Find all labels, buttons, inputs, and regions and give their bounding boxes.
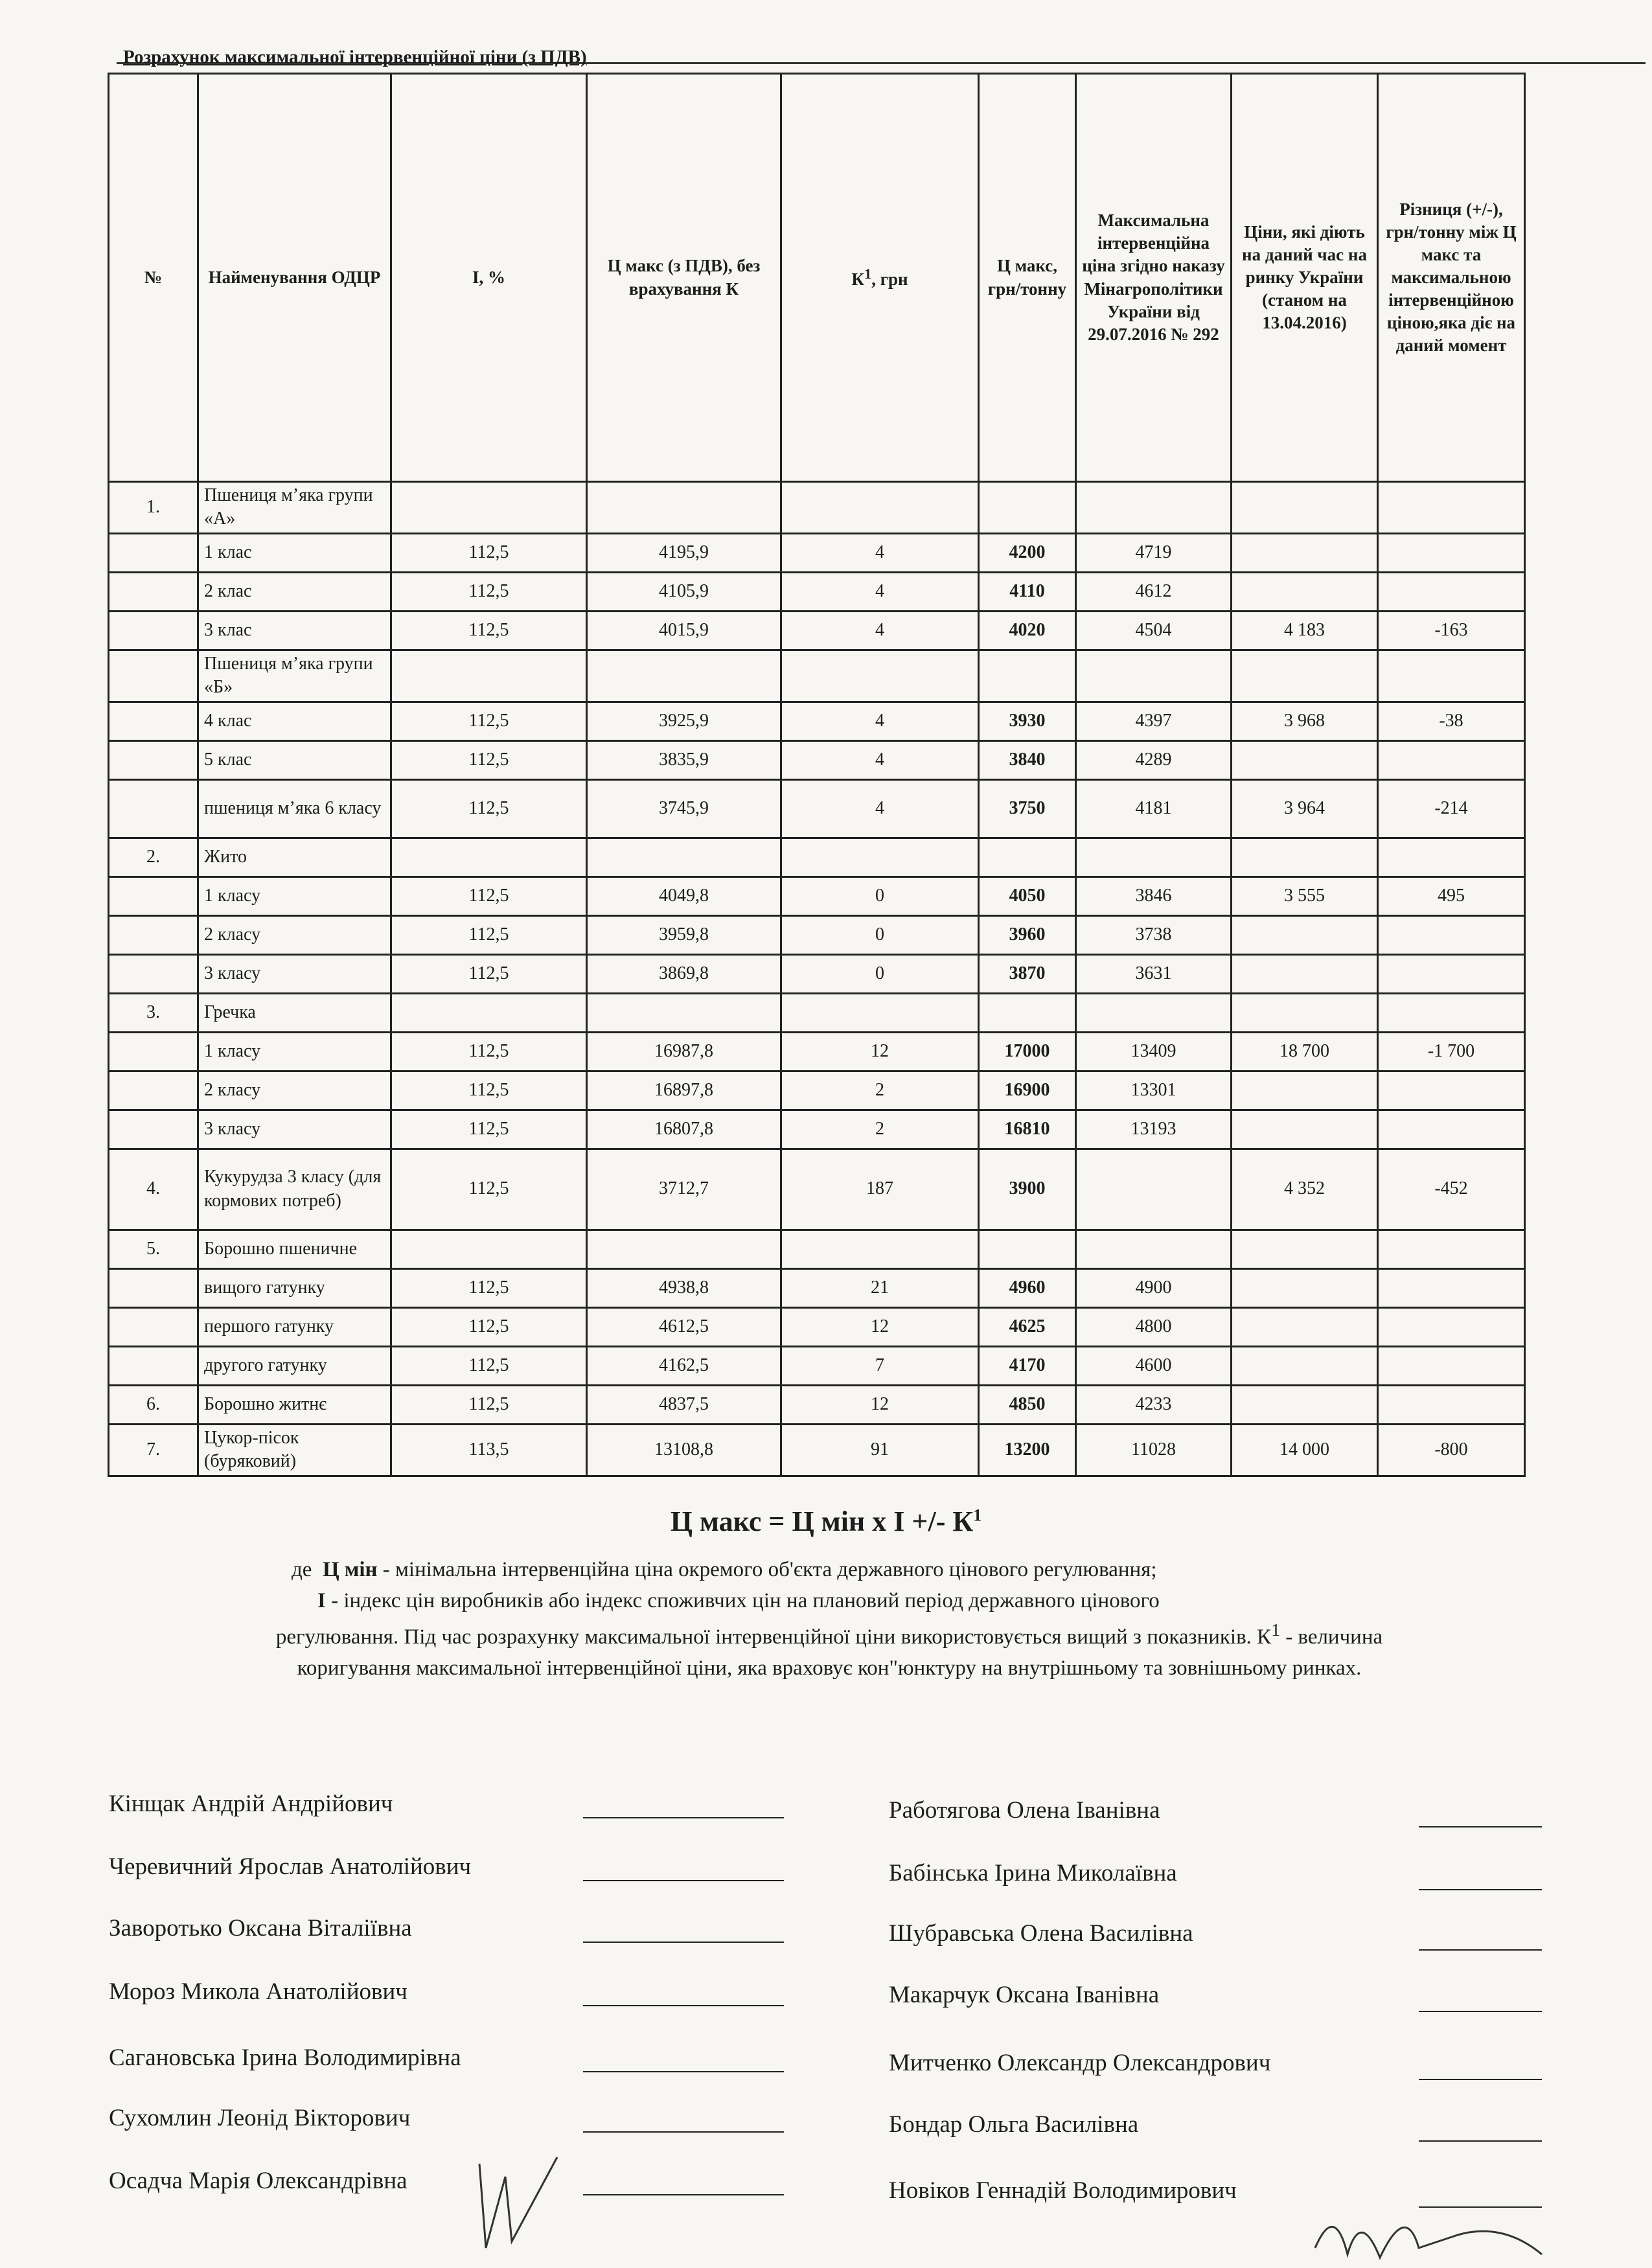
signature-line xyxy=(583,1880,784,1881)
row-market-price xyxy=(1232,1071,1378,1110)
row-cmax: 4625 xyxy=(979,1307,1076,1346)
row-cmax-no-k: 4938,8 xyxy=(587,1268,781,1307)
row-k1: 4 xyxy=(781,572,979,611)
row-cmax: 3750 xyxy=(979,779,1076,838)
row-difference: -452 xyxy=(1378,1149,1525,1230)
signature-line xyxy=(1419,1826,1542,1827)
row-k1: 91 xyxy=(781,1424,979,1476)
header-market-price: Ціни, які діють на даний час на ринку України (станом на 13.04.2016) xyxy=(1232,74,1378,482)
row-k1 xyxy=(781,482,979,534)
signatory-left-name: Сагановська Ірина Володимирівна xyxy=(109,2045,461,2071)
row-cmax: 4020 xyxy=(979,611,1076,650)
signature-line xyxy=(583,1942,784,1943)
row-cmax: 13200 xyxy=(979,1424,1076,1476)
row-cmax-no-k: 4049,8 xyxy=(587,876,781,915)
document-title: Розрахунок максимальної інтервенційної ціни (з ПДВ) xyxy=(123,47,587,67)
row-cmax-no-k: 4195,9 xyxy=(587,533,781,572)
table-row xyxy=(109,572,1525,611)
signatory-right-name: Бондар Ольга Василівна xyxy=(889,2111,1139,2138)
row-market-price: 4 352 xyxy=(1232,1149,1378,1230)
signature-line xyxy=(583,2005,784,2006)
note-line-4: коригування максимальної інтервенційної ціни, яка враховує кон"юнктуру на внутрішньому та зовнішньому ринках. xyxy=(297,1656,1362,1680)
row-index: 112,5 xyxy=(391,740,587,779)
row-number xyxy=(109,533,198,572)
signature-line xyxy=(583,1817,784,1818)
signatory-right-name: Шубравська Олена Василівна xyxy=(889,1920,1193,1947)
row-name: другого гатунку xyxy=(198,1346,391,1385)
table-row xyxy=(109,482,1525,534)
row-max-intervention xyxy=(1076,1149,1232,1230)
row-cmax: 4050 xyxy=(979,876,1076,915)
header-cmax: Ц макс, грн/тонну xyxy=(979,74,1076,482)
row-name: 2 класу xyxy=(198,915,391,954)
row-name: Цукор-пісок (буряковий) xyxy=(198,1424,391,1476)
row-difference xyxy=(1378,993,1525,1032)
row-difference xyxy=(1378,838,1525,876)
row-index: 112,5 xyxy=(391,702,587,740)
row-cmax xyxy=(979,993,1076,1032)
row-market-price xyxy=(1232,1385,1378,1424)
row-cmax-no-k xyxy=(587,482,781,534)
row-number xyxy=(109,876,198,915)
row-max-intervention xyxy=(1076,838,1232,876)
header-index: І, % xyxy=(391,74,587,482)
row-number xyxy=(109,1071,198,1110)
row-cmax: 17000 xyxy=(979,1032,1076,1071)
row-difference xyxy=(1378,954,1525,993)
signatory-left-name: Мороз Микола Анатолійович xyxy=(109,1978,407,2005)
row-number xyxy=(109,702,198,740)
row-name: 5 клас xyxy=(198,740,391,779)
row-index: 112,5 xyxy=(391,572,587,611)
row-number: 6. xyxy=(109,1385,198,1424)
note-line-2: І - індекс цін виробників або індекс споживчих цін на плановий період державного цінового xyxy=(317,1588,1160,1612)
row-market-price xyxy=(1232,1110,1378,1149)
row-market-price: 14 000 xyxy=(1232,1424,1378,1476)
row-cmax: 4200 xyxy=(979,533,1076,572)
row-cmax-no-k xyxy=(587,650,781,702)
row-difference xyxy=(1378,650,1525,702)
row-k1: 0 xyxy=(781,954,979,993)
row-number xyxy=(109,1307,198,1346)
row-k1: 187 xyxy=(781,1149,979,1230)
row-number xyxy=(109,1110,198,1149)
table-row xyxy=(109,954,1525,993)
row-k1: 21 xyxy=(781,1268,979,1307)
row-number xyxy=(109,779,198,838)
row-cmax-no-k: 3712,7 xyxy=(587,1149,781,1230)
row-number xyxy=(109,611,198,650)
signature-line xyxy=(1419,1949,1542,1951)
formula: Ц макс = Ц мін х І +/- $К^1$ xyxy=(670,1506,982,1537)
row-difference: -163 xyxy=(1378,611,1525,650)
row-cmax-no-k: 3869,8 xyxy=(587,954,781,993)
row-cmax: 4110 xyxy=(979,572,1076,611)
row-index: 112,5 xyxy=(391,1268,587,1307)
row-k1: 12 xyxy=(781,1032,979,1071)
header-no: № xyxy=(109,74,198,482)
row-k1 xyxy=(781,993,979,1032)
row-cmax-no-k xyxy=(587,1230,781,1268)
row-max-intervention: 4719 xyxy=(1076,533,1232,572)
price-table xyxy=(108,73,1526,1477)
row-max-intervention xyxy=(1076,650,1232,702)
notes xyxy=(97,1555,1561,1684)
row-k1 xyxy=(781,650,979,702)
row-market-price xyxy=(1232,740,1378,779)
row-cmax-no-k: 3959,8 xyxy=(587,915,781,954)
row-index: 112,5 xyxy=(391,533,587,572)
row-cmax xyxy=(979,482,1076,534)
signature-line xyxy=(1419,1889,1542,1890)
row-number: 7. xyxy=(109,1424,198,1476)
row-max-intervention: 11028 xyxy=(1076,1424,1232,1476)
row-name: Кукурудза 3 класу (для кормових потреб) xyxy=(198,1149,391,1230)
row-name: Жито xyxy=(198,838,391,876)
row-name: 2 класу xyxy=(198,1071,391,1110)
row-market-price xyxy=(1232,1268,1378,1307)
row-cmax: 4960 xyxy=(979,1268,1076,1307)
row-name: 3 клас xyxy=(198,611,391,650)
row-difference: -1 700 xyxy=(1378,1032,1525,1071)
signature-line xyxy=(583,2071,784,2072)
table-row xyxy=(109,1385,1525,1424)
signature-line xyxy=(1419,2140,1542,2142)
table-row xyxy=(109,1346,1525,1385)
row-cmax-no-k: 4612,5 xyxy=(587,1307,781,1346)
row-index: 112,5 xyxy=(391,1307,587,1346)
row-number: 1. xyxy=(109,482,198,534)
table-row xyxy=(109,1307,1525,1346)
row-max-intervention: 3846 xyxy=(1076,876,1232,915)
row-max-intervention: 4181 xyxy=(1076,779,1232,838)
row-max-intervention: 3631 xyxy=(1076,954,1232,993)
row-cmax-no-k xyxy=(587,993,781,1032)
signatory-right-name: Работягова Олена Іванівна xyxy=(889,1797,1160,1824)
row-market-price xyxy=(1232,838,1378,876)
row-index xyxy=(391,650,587,702)
signatory-right-name: Бабінська Ірина Миколаївна xyxy=(889,1860,1177,1886)
table-row xyxy=(109,915,1525,954)
header-cmax-no-k: Ц макс (з ПДВ), без врахування К xyxy=(587,74,781,482)
table-row xyxy=(109,876,1525,915)
row-difference: -214 xyxy=(1378,779,1525,838)
header-k1: $К^1$, грн xyxy=(781,74,979,482)
row-number: 2. xyxy=(109,838,198,876)
row-max-intervention xyxy=(1076,482,1232,534)
table-row xyxy=(109,1268,1525,1307)
row-k1: 4 xyxy=(781,740,979,779)
row-cmax-no-k: 3745,9 xyxy=(587,779,781,838)
row-index: 112,5 xyxy=(391,876,587,915)
row-market-price: 18 700 xyxy=(1232,1032,1378,1071)
row-cmax: 3930 xyxy=(979,702,1076,740)
row-cmax xyxy=(979,838,1076,876)
row-number xyxy=(109,650,198,702)
row-number xyxy=(109,1268,198,1307)
table-row xyxy=(109,838,1525,876)
row-k1 xyxy=(781,1230,979,1268)
signatory-right-name: Новіков Геннадій Володимирович xyxy=(889,2177,1237,2204)
table-row xyxy=(109,1149,1525,1230)
table-row xyxy=(109,1424,1525,1476)
row-max-intervention: 4900 xyxy=(1076,1268,1232,1307)
header-name: Найменування ОДЦР xyxy=(198,74,391,482)
row-name: Борошно житнє xyxy=(198,1385,391,1424)
row-name: вищого гатунку xyxy=(198,1268,391,1307)
table-row xyxy=(109,779,1525,838)
row-market-price xyxy=(1232,915,1378,954)
signature-line xyxy=(1419,2079,1542,2080)
note-line-1: де Ц мін - мінімальна інтервенційна ціна окремого об'єкта державного цінового регулювання; xyxy=(292,1558,1157,1581)
row-cmax-no-k: 16987,8 xyxy=(587,1032,781,1071)
row-cmax-no-k: 16897,8 xyxy=(587,1071,781,1110)
row-market-price: 4 183 xyxy=(1232,611,1378,650)
row-cmax-no-k: 4162,5 xyxy=(587,1346,781,1385)
signatory-left-name: Сухомлин Леонід Вікторович xyxy=(109,2105,411,2131)
row-k1: 2 xyxy=(781,1110,979,1149)
row-max-intervention: 13409 xyxy=(1076,1032,1232,1071)
row-max-intervention: 13301 xyxy=(1076,1071,1232,1110)
row-difference xyxy=(1378,915,1525,954)
row-max-intervention xyxy=(1076,993,1232,1032)
table-header-row xyxy=(109,74,1525,482)
signature-line xyxy=(583,2131,784,2133)
row-k1: 0 xyxy=(781,876,979,915)
signatory-right-name: Митченко Олександр Олександрович xyxy=(889,2050,1271,2076)
row-cmax-no-k: 13108,8 xyxy=(587,1424,781,1476)
table-row xyxy=(109,740,1525,779)
row-index: 112,5 xyxy=(391,779,587,838)
row-difference xyxy=(1378,1230,1525,1268)
row-difference xyxy=(1378,1307,1525,1346)
signature-scribble-left xyxy=(466,2138,583,2267)
signatory-right-name: Макарчук Оксана Іванівна xyxy=(889,1982,1160,2008)
row-number xyxy=(109,572,198,611)
row-index: 112,5 xyxy=(391,954,587,993)
row-k1 xyxy=(781,838,979,876)
row-number xyxy=(109,1032,198,1071)
row-index: 112,5 xyxy=(391,611,587,650)
row-max-intervention: 4612 xyxy=(1076,572,1232,611)
row-index: 112,5 xyxy=(391,915,587,954)
table-row xyxy=(109,533,1525,572)
header-difference: Різниця (+/-), грн/тонну між Ц макс та максимальною інтервенційною ціною,яка діє на даний момент xyxy=(1378,74,1525,482)
row-name: Гречка xyxy=(198,993,391,1032)
row-cmax-no-k: 3835,9 xyxy=(587,740,781,779)
row-index: 112,5 xyxy=(391,1110,587,1149)
row-index xyxy=(391,1230,587,1268)
row-number xyxy=(109,915,198,954)
row-max-intervention: 4397 xyxy=(1076,702,1232,740)
signatory-left-name: Заворотько Оксана Віталіївна xyxy=(109,1915,412,1942)
row-number xyxy=(109,740,198,779)
row-cmax: 16900 xyxy=(979,1071,1076,1110)
row-difference xyxy=(1378,572,1525,611)
table-row xyxy=(109,702,1525,740)
row-difference xyxy=(1378,1346,1525,1385)
row-number xyxy=(109,1346,198,1385)
row-cmax-no-k: 4015,9 xyxy=(587,611,781,650)
table-row xyxy=(109,611,1525,650)
row-index: 112,5 xyxy=(391,1346,587,1385)
row-max-intervention: 4800 xyxy=(1076,1307,1232,1346)
row-index: 113,5 xyxy=(391,1424,587,1476)
row-difference xyxy=(1378,482,1525,534)
signatory-left-name: Черевичний Ярослав Анатолійович xyxy=(109,1853,472,1880)
row-market-price xyxy=(1232,650,1378,702)
row-cmax: 3870 xyxy=(979,954,1076,993)
row-market-price xyxy=(1232,1346,1378,1385)
row-market-price xyxy=(1232,993,1378,1032)
row-difference xyxy=(1378,1385,1525,1424)
row-cmax: 4850 xyxy=(979,1385,1076,1424)
row-difference xyxy=(1378,1110,1525,1149)
row-max-intervention: 4600 xyxy=(1076,1346,1232,1385)
table-row xyxy=(109,1071,1525,1110)
row-k1: 2 xyxy=(781,1071,979,1110)
row-difference: -800 xyxy=(1378,1424,1525,1476)
row-cmax-no-k: 4105,9 xyxy=(587,572,781,611)
table-row xyxy=(109,1032,1525,1071)
row-index: 112,5 xyxy=(391,1385,587,1424)
row-cmax-no-k: 16807,8 xyxy=(587,1110,781,1149)
row-index xyxy=(391,482,587,534)
row-number: 4. xyxy=(109,1149,198,1230)
row-cmax-no-k xyxy=(587,838,781,876)
row-cmax-no-k: 4837,5 xyxy=(587,1385,781,1424)
row-k1: 4 xyxy=(781,702,979,740)
signature-line xyxy=(583,2194,784,2195)
row-name: Борошно пшеничне xyxy=(198,1230,391,1268)
row-max-intervention: 4233 xyxy=(1076,1385,1232,1424)
row-name: 3 класу xyxy=(198,1110,391,1149)
row-difference xyxy=(1378,1071,1525,1110)
row-market-price xyxy=(1232,1230,1378,1268)
row-index: 112,5 xyxy=(391,1149,587,1230)
signature-scribble-right xyxy=(1309,2196,1555,2267)
signatory-left-name: Осадча Марія Олександрівна xyxy=(109,2168,407,2194)
row-name: 3 класу xyxy=(198,954,391,993)
row-k1: 4 xyxy=(781,533,979,572)
row-max-intervention: 13193 xyxy=(1076,1110,1232,1149)
row-index: 112,5 xyxy=(391,1071,587,1110)
note-line-3: регулювання. Під час розрахунку максимальної інтервенційної ціни використовується вищий з показників. $К^1$ - величина xyxy=(275,1619,1383,1649)
row-cmax: 4170 xyxy=(979,1346,1076,1385)
row-max-intervention: 3738 xyxy=(1076,915,1232,954)
row-cmax xyxy=(979,1230,1076,1268)
table-row xyxy=(109,1230,1525,1268)
row-difference xyxy=(1378,1268,1525,1307)
row-k1: 4 xyxy=(781,779,979,838)
row-name: 1 класу xyxy=(198,1032,391,1071)
table-row xyxy=(109,993,1525,1032)
row-name: пшениця м’яка 6 класу xyxy=(198,779,391,838)
row-market-price xyxy=(1232,482,1378,534)
row-difference xyxy=(1378,533,1525,572)
row-k1: 12 xyxy=(781,1385,979,1424)
row-market-price xyxy=(1232,533,1378,572)
row-number: 5. xyxy=(109,1230,198,1268)
row-difference: 495 xyxy=(1378,876,1525,915)
table-row xyxy=(109,650,1525,702)
row-cmax: 3960 xyxy=(979,915,1076,954)
row-k1: 12 xyxy=(781,1307,979,1346)
row-max-intervention: 4289 xyxy=(1076,740,1232,779)
signature-line xyxy=(1419,2011,1542,2012)
row-market-price: 3 555 xyxy=(1232,876,1378,915)
row-name: 1 класу xyxy=(198,876,391,915)
row-index xyxy=(391,993,587,1032)
row-market-price: 3 964 xyxy=(1232,779,1378,838)
row-number: 3. xyxy=(109,993,198,1032)
row-difference xyxy=(1378,740,1525,779)
row-market-price xyxy=(1232,572,1378,611)
signatory-left-name: Кінщак Андрій Андрійович xyxy=(109,1791,393,1817)
row-cmax: 3900 xyxy=(979,1149,1076,1230)
row-k1: 4 xyxy=(781,611,979,650)
row-max-intervention xyxy=(1076,1230,1232,1268)
row-k1: 0 xyxy=(781,915,979,954)
row-name: першого гатунку xyxy=(198,1307,391,1346)
row-cmax: 3840 xyxy=(979,740,1076,779)
row-difference: -38 xyxy=(1378,702,1525,740)
table-row xyxy=(109,1110,1525,1149)
row-cmax xyxy=(979,650,1076,702)
row-max-intervention: 4504 xyxy=(1076,611,1232,650)
row-name: 1 клас xyxy=(198,533,391,572)
row-index xyxy=(391,838,587,876)
row-market-price: 3 968 xyxy=(1232,702,1378,740)
row-market-price xyxy=(1232,1307,1378,1346)
row-name: Пшениця м’яка групи «А» xyxy=(198,482,391,534)
row-cmax: 16810 xyxy=(979,1110,1076,1149)
row-index: 112,5 xyxy=(391,1032,587,1071)
row-name: 4 клас xyxy=(198,702,391,740)
row-number xyxy=(109,954,198,993)
row-name: 2 клас xyxy=(198,572,391,611)
row-cmax-no-k: 3925,9 xyxy=(587,702,781,740)
row-market-price xyxy=(1232,954,1378,993)
row-name: Пшениця м’яка групи «Б» xyxy=(198,650,391,702)
header-max-intervention: Максимальна інтервенційна ціна згідно наказу Мінагрополітики України від 29.07.2016 № 292 xyxy=(1076,74,1232,482)
row-k1: 7 xyxy=(781,1346,979,1385)
